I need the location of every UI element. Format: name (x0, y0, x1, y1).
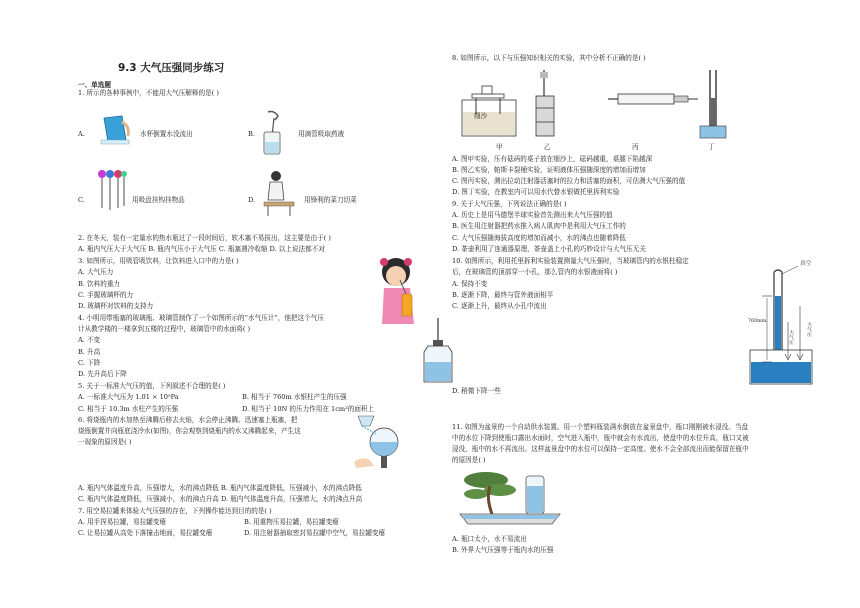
q11-stem-line3: 浸没，瓶中的水不再流出。这样盆景盘中的水位可以保持一定高度。使水不会全部流出而能保留在瓶中 (452, 445, 749, 453)
q1-option-b-letter: B. (248, 130, 255, 138)
q10-option-b: B. 逐渐下降，最终与管外液面相平 (452, 291, 554, 299)
section-heading: 一、单选题 (78, 81, 111, 89)
q8-experiments-figure (458, 68, 728, 148)
q3-option-c: C. 手握玻璃杯的力 (78, 291, 134, 299)
q8-option-c: C. 图丙实验，测出拉动注射器活塞时的拉力和活塞的面积，可估测大气压强的值 (452, 177, 686, 185)
q1-option-a-letter: A. (78, 130, 85, 138)
q5-option-b: B. 相当于 760m 水银柱产生的压强 (242, 393, 347, 401)
q11-option-a: A. 瓶口太小，水不易流出 (452, 535, 527, 543)
q8-label-ding: 丁 (708, 143, 715, 151)
q11-stem-line1: 11. 如图为盆景的一个自动供水装置。用一个塑料瓶装满水倒放在盆景盘中，瓶口刚刚被水浸没。当盘 (452, 423, 749, 431)
q1-stem: 1. 所示的各种事例中，不能用大气压解释的是( ) (78, 89, 219, 97)
q8-label-yi: 乙 (544, 143, 551, 151)
q1-suction-hook-figure (96, 168, 128, 216)
q9-option-c: C. 大气压强随海拔高度的增加而减小，水的沸点也随着降低 (452, 234, 626, 242)
q10-stem-line1: 10. 如图所示，利用托里拆利实验装置测量大气压强时，当玻璃管内的水银柱稳定 (452, 257, 689, 265)
q8-option-a: A. 图甲实验，压有砝码的桌子放在细沙上，砝码越重，桌腿下陷越深 (452, 155, 653, 163)
q4-water-barometer-figure (418, 316, 458, 386)
q1-option-c-letter: C. (78, 196, 85, 204)
q9-option-a: A. 历史上是用马德堡半球实验首先测出来大气压强的值 (452, 211, 613, 219)
q3-girl-straw-figure (376, 254, 422, 326)
q4-stem-line2: 计从教学楼的一楼拿到五楼的过程中，玻璃管中的水面将( ) (78, 325, 251, 333)
q4-option-a: A. 不变 (78, 336, 101, 344)
q3-option-a: A. 大气压力 (78, 268, 114, 276)
q11-bonsai-figure (456, 466, 566, 530)
q1-option-c-text: 用吸盘挂钩挂物品 (132, 196, 185, 204)
q8-label-bing: 丙 (632, 143, 639, 151)
q10-height-label: 760mm (748, 319, 767, 324)
q5-option-d: D. 相当于 10N 的压力作用在 1cm²的面积上 (242, 405, 375, 413)
q10-stem-line2: 后，在玻璃管的顶部穿一小孔，那么管内的水银液面将( ) (452, 268, 618, 276)
q10-option-a: A. 保持不变 (452, 280, 488, 288)
q6-stem-line3: 一现象的原因是( ) (78, 438, 132, 446)
q3-stem: 3. 如图所示，用吸管吸饮料，让饮料进入口中的力是( ) (78, 257, 239, 265)
q4-option-b: B. 升高 (78, 348, 101, 356)
q1-cup-figure (96, 110, 136, 150)
q6-stem-line2: 烧瓶倒置并向瓶底浇冷水(如图)，你会观察到烧瓶内的水又沸腾起来，产生这 (78, 427, 301, 435)
q8-stem: 8. 如图所示，以下与压强知识相关的实验，其中分析不正确的是( ) (452, 54, 646, 62)
q2-options: A. 瓶内气压大于大气压 B. 瓶内气压小于大气压 C. 瓶塞遇冷收缩 D. 以上说法都不对 (78, 245, 325, 253)
q6-options-cd: C. 瓶内气体温度降低，压强减小，水的沸点升高 D. 瓶内气体温度升高，压强增大，水的沸点升高 (78, 495, 363, 503)
q6-options-ab: A. 瓶内气体温度升高，压强增大，水的沸点降低 B. 瓶内气体温度降低，压强减小，水的沸点降低 (78, 484, 362, 492)
q5-option-a: A. 一标准大气压为 1.01 × 10⁵Pa (78, 393, 179, 401)
q4-option-d: D. 先升高后下降 (78, 370, 127, 378)
q1-dropper-figure (258, 110, 288, 158)
q4-option-c: C. 下降 (78, 359, 101, 367)
q7-stem: 7. 用空易拉罐来体验大气压强的存在，下列操作能达到目的的是( ) (78, 507, 272, 515)
q1-knife-figure (260, 170, 296, 218)
q9-stem: 9. 关于大气压强，下列说法正确的是( ) (452, 200, 567, 208)
q7-option-d: D. 用注射器抽取密封易拉罐中空气，易拉罐变瘪 (244, 529, 386, 537)
q3-option-b: B. 饮料的重力 (78, 280, 121, 288)
q4-stem-line1: 4. 小明用带瓶塞的玻璃瓶、玻璃管制作了一个如图所示的“水气压计”，他把这个气压 (78, 314, 324, 322)
page-title: 9.3 大气压强同步练习 (118, 62, 225, 74)
q1-option-d-letter: D. (248, 196, 256, 204)
q1-option-b-text: 用滴管吸取药液 (298, 130, 345, 138)
q10-option-d: D. 稍微下降一些 (452, 387, 501, 395)
q11-option-b: B. 外界大气压强等于瓶内水的压强 (452, 546, 554, 554)
q8-option-b: B. 图乙实验，帕斯卡裂桶实验，证明液体压强随深度的增加而增加 (452, 166, 646, 174)
q2-stem: 2. 在冬天，装有一定量水的热水瓶过了一段时间后，软木塞不易拔出，这主要是由于( ) (78, 234, 332, 242)
q1-option-a-text: 水杯倒置水没流出 (140, 130, 193, 138)
q10-pressure-label-2: 大气压 (806, 322, 811, 337)
q10-pressure-label-1: 大气压 (788, 330, 793, 345)
q8-option-d: D. 图丁实验，在教室内可以用水代替水银做托里拆利实验 (452, 188, 620, 196)
q6-flask-figure (348, 412, 408, 474)
q10-option-c: C. 逐渐上升，最终从小孔中流出 (452, 302, 547, 310)
q8-sand-label: 细沙 (474, 112, 488, 120)
q6-stem-line1: 6. 将烧瓶内的水加热至沸腾后移去火焰，水会停止沸腾。迅速塞上瓶塞，把 (78, 416, 298, 424)
q7-option-a: A. 用手捏易拉罐，易拉罐变瘪 (78, 518, 167, 526)
q7-option-c: C. 让易拉罐从高处下落撞击地面，易拉罐变瘪 (78, 529, 213, 537)
q7-option-b: B. 用重物压易拉罐，易拉罐变瘪 (244, 518, 339, 526)
q11-stem-line4: 的原因是( ) (452, 456, 486, 464)
q1-option-d-text: 用锋利的菜刀切菜 (304, 196, 357, 204)
q3-option-d: D. 玻璃杯对饮料的支持力 (78, 302, 154, 310)
q10-vacuum-label: 真空 (800, 261, 812, 267)
q5-option-c: C. 相当于 10.3m 水柱产生的压强 (78, 405, 179, 413)
q9-option-b: B. 医生用注射器把药水推入病人肌肉中是利用大气压工作的 (452, 222, 626, 230)
q11-stem-line2: 中的水位下降到使瓶口露出水面时，空气进入瓶中，瓶中就会有水流出，使盘中的水位升高，瓶口又被 (452, 434, 749, 442)
q5-stem: 5. 关于一标准大气压的值，下列叙述不合理的是( ) (78, 382, 226, 390)
q9-option-d: D. 茶壶利用了连通器原理，茶壶盖上小孔的巧妙设计与大气压无关 (452, 245, 646, 253)
q8-label-jia: 甲 (496, 143, 503, 151)
